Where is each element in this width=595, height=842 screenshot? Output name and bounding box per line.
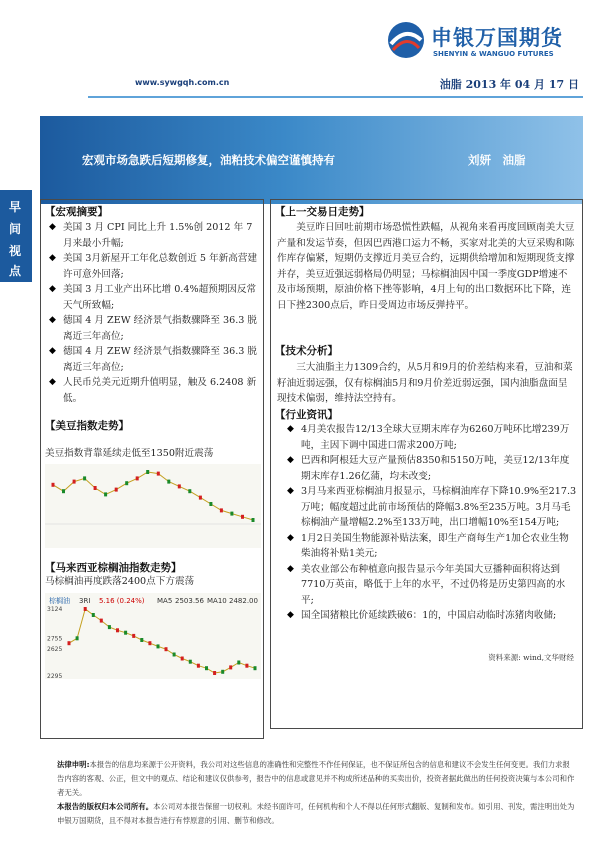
- macro-item: ◆ 美国 3月新屋开工年化总数创近 5 年新高营建许可意外回落;: [63, 251, 259, 282]
- y-tick-label: 2755: [47, 635, 63, 643]
- candle-point: [94, 486, 97, 490]
- chart-legend-code: 3RI: [79, 597, 91, 605]
- y-tick-label: 3124: [47, 606, 63, 613]
- candle-point: [73, 480, 76, 484]
- website-link[interactable]: www.sywgqh.com.cn: [135, 78, 230, 87]
- candle-point: [62, 489, 65, 493]
- candle-point: [116, 628, 119, 632]
- candle-point: [125, 481, 128, 485]
- macro-item: ◆ 美国 3 月工业产出环比增 0.4%超预期因反常天气所致幅;: [63, 282, 259, 313]
- candle-point: [83, 476, 86, 480]
- macro-list: [63, 220, 259, 406]
- candle-point: [199, 496, 202, 500]
- candle-point: [245, 664, 248, 668]
- candle-point: [140, 638, 143, 642]
- chart-legend-ma10-value: 2482.00: [229, 597, 258, 605]
- side-tab-char: 视: [9, 244, 22, 258]
- logo-text-en: SHENYIN & WANGUO FUTURES: [433, 50, 554, 58]
- palm-index-heading: 【马来西亚棕榈油指数走势】: [45, 562, 182, 574]
- right-column: [270, 199, 583, 729]
- candle-point: [167, 480, 170, 484]
- candle-point: [209, 502, 212, 506]
- soy-chart-svg: [45, 464, 261, 548]
- copyright-label: 本报告的版权归本公司所有。: [57, 802, 154, 811]
- industry-item: ◆ 美农业部公布种植意向报告显示今年美国大豆播种面积将达到7710万英亩，略低于上年的水平，不过仍将是历史第四高的水平;: [301, 562, 577, 609]
- logo-mark-icon: [383, 20, 429, 60]
- candle-point: [92, 613, 95, 617]
- candle-point: [76, 636, 79, 640]
- candle-point: [115, 488, 118, 492]
- candle-point: [205, 666, 208, 670]
- candle-point: [220, 508, 223, 512]
- industry-item: ◆ 国全国猪粮比价延续跌破6：1的，中国启动临时冻猪肉收储;: [301, 608, 577, 624]
- candle-point: [108, 625, 111, 629]
- macro-item: ◆ 德国 4 月 ZEW 经济景气指数骤降至 36.3 脱离近三年高位;: [63, 344, 259, 375]
- candle-point: [181, 657, 184, 661]
- logo-text-cn: 申银万国期货: [431, 26, 563, 50]
- soy-index-chart: [45, 464, 261, 548]
- candle-point: [68, 641, 71, 645]
- soy-index-text: 美豆指数背靠延续走低至1350附近震荡: [45, 448, 214, 459]
- candle-point: [197, 664, 200, 668]
- candle-point: [165, 647, 168, 651]
- report-title: 宏观市场急跌后短期修复，油粕技术偏空谨慎持有: [82, 153, 335, 167]
- macro-item: ◆ 人民币兑美元近期升值明显，触及 6.2408 新低。: [63, 375, 259, 406]
- chart-legend-symbol: 棕榈油: [49, 597, 70, 605]
- copyright-statement: [57, 800, 577, 828]
- chart-legend-change: 5.16 (0.24%): [99, 597, 145, 605]
- left-column: [40, 199, 264, 739]
- side-tab-char: 点: [9, 264, 22, 278]
- y-tick-label: 2295: [47, 672, 63, 679]
- tech-text: 三大油脂主力1309合约，从5月和9月的价差结构来看，豆油和菜籽油近弱远强，仅有棕榈油5月和9月价差近弱远强，国内油脂盘面呈现技术偏弱，维持法空持有。: [277, 362, 573, 404]
- header-divider: [88, 96, 583, 98]
- candle-point: [124, 631, 127, 635]
- candle-point: [148, 641, 151, 645]
- candle-point: [254, 666, 257, 670]
- tech-heading: 【技术分析】: [275, 345, 338, 357]
- industry-list: [301, 422, 577, 624]
- industry-item: ◆ 4月美农报告12/13全球大豆期末库存为6260万吨环比增239万吨，主因下调中国进口需求200万吨;: [301, 422, 577, 453]
- candle-point: [84, 607, 87, 611]
- industry-item: ◆ 3月马来西亚棕榈油月报显示，马棕榈油库存下降10.9%至217.3万吨；幅度超过此前市场预估的降幅3.8%至235万吨。3月马毛棕榈油产量增幅2.2%至133万吨，出口增幅10%至154万吨;: [301, 484, 577, 531]
- candle-point: [146, 470, 149, 474]
- industry-item: ◆ 1月2日美国生物能源补贴法案，即生产商每生产1加仑农业生物柴油将补贴1美元;: [301, 531, 577, 562]
- legal-text: 本报告的信息均来源于公开资料，我公司对这些信息的准确性和完整性不作任何保证，也不保证所包含的信息和建议不会发生任何变更。我们力求报告内容的客观、公正，但文中的观点、结论和建议仅供参考，报告中的信息或意见并不构成所述品种的买卖出价，投资者据此做出的任何投资决策与本公司和作者无关。: [57, 760, 575, 797]
- candle-point: [136, 476, 139, 480]
- chart-legend-ma5-value: 2503.56: [175, 597, 204, 605]
- disclaimer: [57, 758, 577, 828]
- candle-point: [229, 665, 232, 669]
- industry-heading: 【行业资讯】: [275, 409, 338, 421]
- chart-legend-ma10: MA10: [207, 597, 227, 605]
- company-logo: [383, 18, 583, 68]
- candle-point: [157, 644, 160, 648]
- candle-point: [52, 483, 55, 487]
- report-author: 刘妍 油脂: [468, 153, 526, 167]
- side-tab-char: 早: [9, 200, 22, 214]
- copyright-text: 本公司对本报告保留一切权利。未经书面许可，任何机构和个人不得以任何形式翻版、复制和发布。如引用、刊发，需注明出处为申银万国期货，且不得对本报告进行有悖原意的引用、删节和修改。: [57, 802, 575, 825]
- side-tab: [0, 190, 32, 282]
- candle-point: [173, 653, 176, 657]
- macro-item: ◆ 美国 3 月 CPI 同比上升 1.5%创 2012 年 7 月来最小升幅;: [63, 220, 259, 251]
- report-date: 油脂 2013 年 04 月 17 日: [439, 78, 579, 91]
- source-note: 资料来源: wind,文华财经: [488, 653, 574, 662]
- candle-point: [241, 515, 244, 519]
- candle-point: [213, 671, 216, 675]
- chart-legend-ma5: MA5: [157, 597, 173, 605]
- title-banner: [40, 116, 583, 204]
- candle-point: [188, 489, 191, 493]
- prev-day-heading: 【上一交易日走势】: [275, 206, 370, 218]
- candle-point: [189, 660, 192, 664]
- legal-label: 法律申明:: [57, 760, 90, 769]
- candle-point: [104, 492, 107, 496]
- palm-index-chart: [45, 593, 261, 679]
- candle-point: [221, 670, 224, 674]
- palm-index-text: 马棕榈油再度跌落2400点下方震荡: [45, 576, 195, 587]
- candle-point: [157, 472, 160, 476]
- candle-point: [178, 484, 181, 488]
- legal-statement: [57, 758, 577, 800]
- y-tick-label: 2625: [47, 646, 63, 654]
- industry-item: ◆ 巴西和阿根廷大豆产量预估8350和5150万吨，美豆12/13年度期末库存1.26亿蒲，均未改变;: [301, 453, 577, 484]
- palm-chart-svg: [45, 593, 261, 679]
- candle-point: [237, 661, 240, 665]
- candle-point: [100, 619, 103, 623]
- candle-point: [132, 634, 135, 638]
- candle-point: [252, 518, 255, 522]
- side-tab-char: 间: [9, 222, 22, 236]
- prev-day-text: 美豆昨日回吐前期市场恐慌性跌幅，从视角来看再度回顾南美大豆产量和发运节奏，但因巴西港口运力不畅，买家对北美的大豆采购和陈作库存偏紧，短期仍支撑近月美豆合约，远期供给增加和短期现货支撑并存，美豆近强远弱格局仍明显；马棕榈油因中国一季度GDP增速不及市场预期，原油价格下挫等影响，4月上旬的出口数据环比下降，连日下挫2300点后，昨日受周边市场反弹持平。: [277, 222, 575, 311]
- candle-point: [230, 512, 233, 516]
- macro-heading: 【宏观摘要】: [45, 206, 108, 218]
- macro-item: ◆ 德国 4 月 ZEW 经济景气指数骤降至 36.3 脱离近三年高位;: [63, 313, 259, 344]
- soy-index-heading: 【美豆指数走势】: [45, 420, 129, 432]
